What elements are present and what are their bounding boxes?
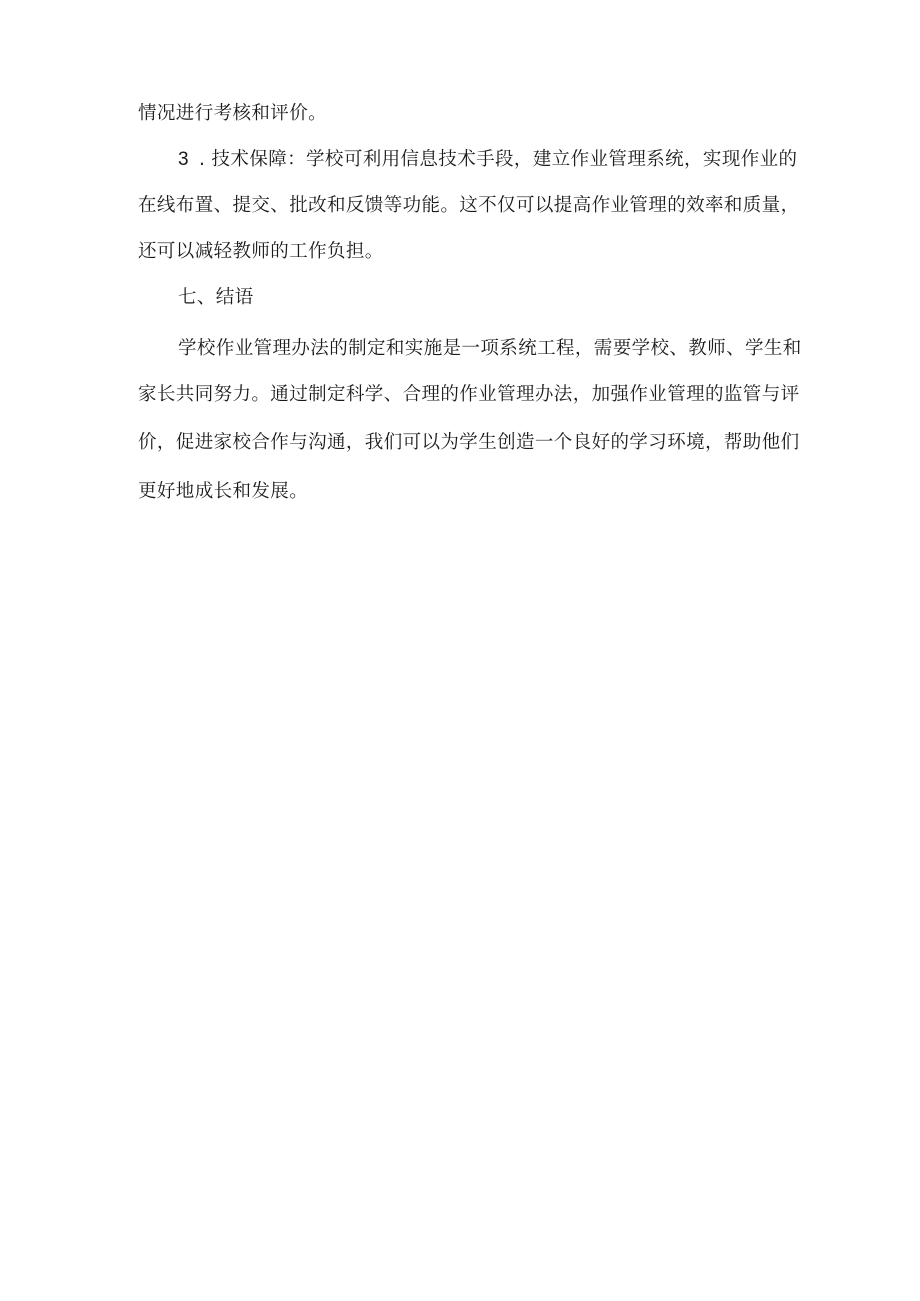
list-number: 3 bbox=[178, 149, 189, 170]
paragraph-tech-support-text: . 技术保障：学校可利用信息技术手段，建立作业管理系统，实现作业的 bbox=[198, 149, 798, 170]
paragraph-conclusion-line-1: 学校作业管理办法的制定和实施是一项系统工程，需要学校、教师、学生和 bbox=[178, 338, 802, 359]
paragraph-tech-support-line-1 bbox=[178, 148, 797, 172]
paragraph-conclusion-line-4: 更好地成长和发展。 bbox=[138, 481, 309, 502]
paragraph-tech-support-line-2: 在线布置、提交、批改和反馈等功能。这不仅可以提高作业管理的效率和质量， bbox=[138, 195, 800, 216]
paragraph-tech-support-line-3: 还可以减轻教师的工作负担。 bbox=[138, 241, 384, 262]
paragraph-conclusion-line-3: 价，促进家校合作与沟通，我们可以为学生创造一个良好的学习环境，帮助他们 bbox=[138, 432, 800, 453]
paragraph-evaluation-line-1: 情况进行考核和评价。 bbox=[138, 103, 328, 124]
section-heading-conclusion: 七、结语 bbox=[178, 287, 254, 308]
paragraph-conclusion-line-2: 家长共同努力。通过制定科学、合理的作业管理办法，加强作业管理的监管与评 bbox=[138, 384, 800, 405]
